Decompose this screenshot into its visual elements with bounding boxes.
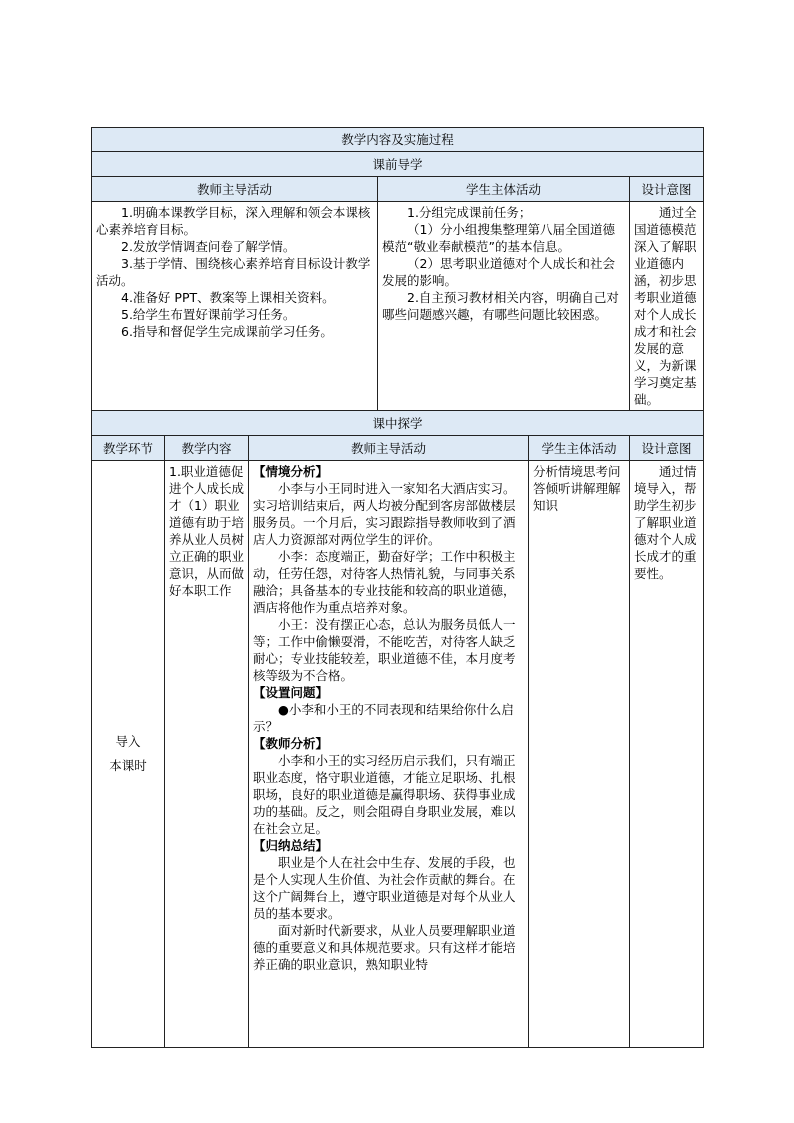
- section-heading: 【设置问题】: [253, 685, 329, 700]
- paragraph: 小李：态度端正，勤奋好学；工作中积极主动，任劳任怨，对待客人热情礼貌，与同事关系融洽；具备基本的专业技能和较高的职业道德，酒店将他作为重点培养对象。: [253, 549, 516, 615]
- question: ●小李和小王的不同表现和结果给你什么启示？: [253, 702, 514, 734]
- mid-intent-header: 设计意图: [630, 436, 704, 461]
- pre-teacher-header: 教师主导活动: [92, 177, 378, 202]
- pre-student-item: 1.分组完成课前任务；: [407, 205, 532, 220]
- section-heading: 【教师分析】: [253, 736, 329, 751]
- stage-line: 导入: [115, 734, 141, 749]
- pre-teacher-item: 4.准备好 PPT、教案等上课相关资料。: [121, 290, 335, 305]
- student-text: 分析情境思考问答倾听讲解理解知识: [533, 464, 621, 513]
- stage-header: 教学环节: [92, 436, 165, 461]
- pre-teacher-item: 2.发放学情调查问卷了解学情。: [121, 239, 296, 254]
- stage-line: 本课时: [109, 758, 147, 773]
- section-heading: 【情境分析】: [253, 464, 329, 479]
- paragraph: 职业是个人在社会中生存、发展的手段，也是个人实现人生价值、为社会作贡献的舞台。在这个广阔舞台上，遵守职业道德是对每个从业人员的基本要求。: [253, 855, 516, 921]
- mid-intent-text: 通过情境导入，帮助学生初步了解职业道德对个人成长成才的重要性。: [634, 464, 697, 581]
- mid-student-header: 学生主体活动: [529, 436, 630, 461]
- mid-teacher-activities: [249, 461, 529, 1048]
- pre-intent-header: 设计意图: [630, 177, 704, 202]
- section-heading: 【归纳总结】: [253, 838, 329, 853]
- pre-teacher-item: 6.指导和督促学生完成课前学习任务。: [121, 324, 333, 339]
- pre-student-item: （2）思考职业道德对个人成长和社会发展的影响。: [382, 256, 615, 288]
- pre-teacher-item: 3.基于学情、围绕核心素养培育目标设计教学活动。: [96, 256, 371, 288]
- pre-intent-text: 通过全国道德模范深入了解职业道德内涵，初步思考职业道德对个人成长成才和社会发展的意义，为新课学习奠定基础。: [634, 205, 697, 407]
- section-in-class: 课中探学: [92, 411, 704, 436]
- table-title: 教学内容及实施过程: [92, 128, 704, 152]
- mid-design-intent: [630, 461, 704, 1048]
- teaching-content: [165, 461, 249, 1048]
- content-text: 1.职业道德促进个人成长成才（1）职业道德有助于培养从业人员树立正确的职业意识，从而做好本职工作: [169, 464, 245, 598]
- pre-teacher-item: 1.明确本课教学目标，深入理解和领会本课核心素养培育目标。: [96, 205, 371, 237]
- content-header: 教学内容: [165, 436, 249, 461]
- mid-student-activities: [529, 461, 630, 1048]
- mid-teacher-header: 教师主导活动: [249, 436, 529, 461]
- lesson-table: [91, 127, 704, 1048]
- pre-design-intent: [630, 202, 704, 411]
- pre-teacher-activities: [92, 202, 378, 411]
- section-pre-class: 课前导学: [92, 152, 704, 177]
- pre-teacher-item: 5.给学生布置好课前学习任务。: [121, 307, 296, 322]
- paragraph: 面对新时代新要求，从业人员要理解职业道德的重要意义和具体规范要求。只有这样才能培养正确的职业意识，熟知职业特: [253, 923, 516, 972]
- pre-student-header: 学生主体活动: [378, 177, 630, 202]
- paragraph: 小李与小王同时进入一家知名大酒店实习。实习培训结束后，两人均被分配到客房部做楼层服务员。一个月后，实习跟踪指导教师收到了酒店人力资源部对两位学生的评价。: [253, 481, 516, 547]
- pre-student-activities: [378, 202, 630, 411]
- pre-student-item: （1）分小组搜集整理第八届全国道德模范“敬业奉献模范”的基本信息。: [382, 222, 615, 254]
- teaching-stage: [92, 461, 165, 1048]
- paragraph: 小王：没有摆正心态，总认为服务员低人一等；工作中偷懒耍滑，不能吃苦，对待客人缺乏耐心；专业技能较差，职业道德不佳，本月度考核等级为不合格。: [253, 617, 516, 683]
- pre-student-item: 2.自主预习教材相关内容，明确自己对哪些问题感兴趣，有哪些问题比较困惑。: [382, 290, 619, 322]
- paragraph: 小李和小王的实习经历启示我们，只有端正职业态度，恪守职业道德，才能立足职场、扎根职场，良好的职业道德是赢得职场、获得事业成功的基础。反之，则会阻碍自身职业发展，难以在社会立足。: [253, 753, 516, 836]
